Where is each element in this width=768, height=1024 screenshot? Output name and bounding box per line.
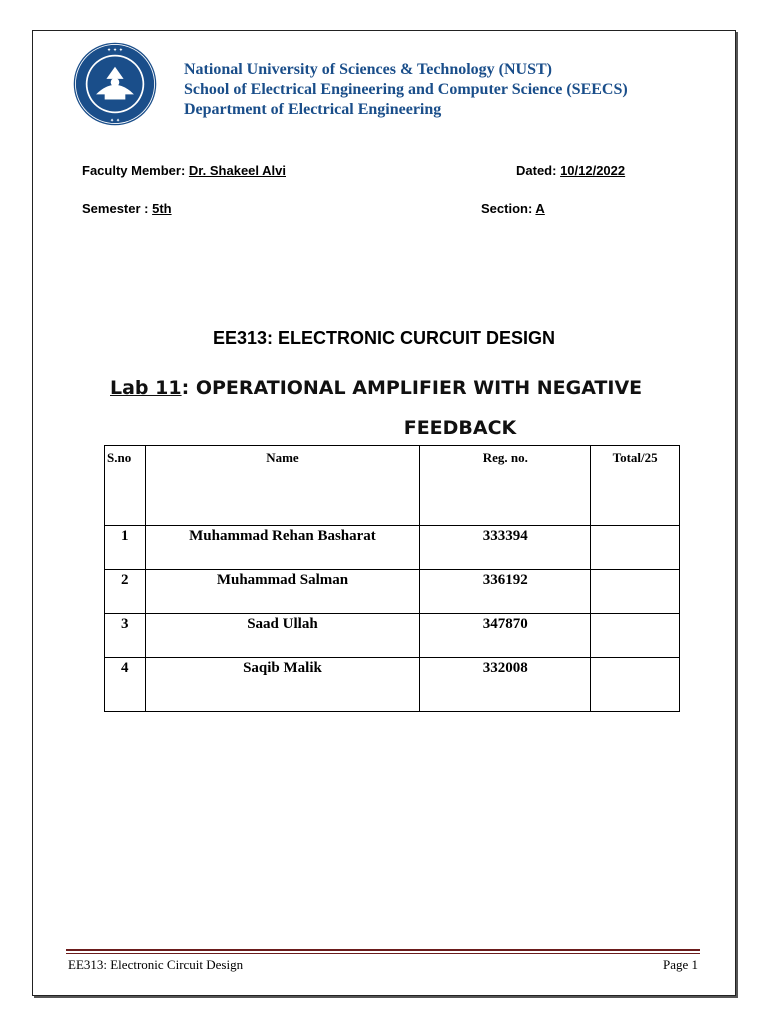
department-name: Department of Electrical Engineering: [184, 101, 442, 118]
lab-title-line1: OPERATIONAL AMPLIFIER WITH NEGATIVE: [195, 377, 643, 399]
cell-total: [591, 658, 680, 712]
footer-divider: [66, 949, 700, 954]
lab-number: Lab 11: [110, 377, 182, 399]
cell-total: [591, 614, 680, 658]
section-line: [481, 201, 545, 216]
section-value: A: [535, 201, 545, 216]
course-title: EE313: ELECTRONIC CURCUIT DESIGN: [212, 328, 556, 348]
dated-line: [516, 163, 625, 178]
cell-reg: 333394: [420, 526, 591, 570]
nust-seal-icon: [72, 41, 158, 127]
institution-header: [184, 60, 628, 120]
cell-name: Muhammad Salman: [145, 570, 420, 614]
cell-reg: 332008: [420, 658, 591, 712]
cell-name: Saqib Malik: [145, 658, 420, 712]
dated-label: Dated:: [516, 163, 561, 178]
university-name: National University of Sciences & Technology (NUST): [184, 61, 552, 78]
cell-sno: 1: [105, 526, 146, 570]
section-label: Section:: [481, 201, 536, 216]
cell-total: [591, 526, 680, 570]
cell-total: [591, 570, 680, 614]
students-table: [104, 445, 680, 712]
header-sno: S.no: [105, 446, 146, 526]
svg-text:✦ ✦ ✦: ✦ ✦ ✦: [106, 47, 124, 54]
table-row: [105, 570, 680, 614]
semester-line: [82, 201, 172, 216]
footer-course: EE313: Electronic Circuit Design: [68, 957, 244, 972]
lab-title-line2: FEEDBACK: [403, 417, 517, 439]
header-total: Total/25: [591, 446, 680, 526]
semester-value: 5th: [152, 201, 172, 216]
svg-text:✦ ✦: ✦ ✦: [109, 117, 121, 124]
cell-name: Saad Ullah: [145, 614, 420, 658]
faculty-label: Faculty Member:: [82, 163, 189, 178]
lab-separator: :: [181, 377, 196, 399]
table-header-row: [105, 446, 680, 526]
table-row: [105, 526, 680, 570]
semester-label: Semester :: [82, 201, 153, 216]
lab-title: [110, 368, 670, 448]
table-row: [105, 658, 680, 712]
header-reg: Reg. no.: [420, 446, 591, 526]
header-name: Name: [145, 446, 420, 526]
cell-sno: 2: [105, 570, 146, 614]
footer-page-number: Page 1: [662, 957, 698, 972]
cell-sno: 3: [105, 614, 146, 658]
dated-value: 10/12/2022: [560, 163, 626, 178]
school-name: School of Electrical Engineering and Computer Science (SEECS): [184, 81, 628, 98]
faculty-line: [82, 163, 286, 178]
cell-name: Muhammad Rehan Basharat: [145, 526, 420, 570]
cell-sno: 4: [105, 658, 146, 712]
cell-reg: 347870: [420, 614, 591, 658]
table-row: [105, 614, 680, 658]
faculty-value: Dr. Shakeel Alvi: [188, 163, 286, 178]
cell-reg: 336192: [420, 570, 591, 614]
